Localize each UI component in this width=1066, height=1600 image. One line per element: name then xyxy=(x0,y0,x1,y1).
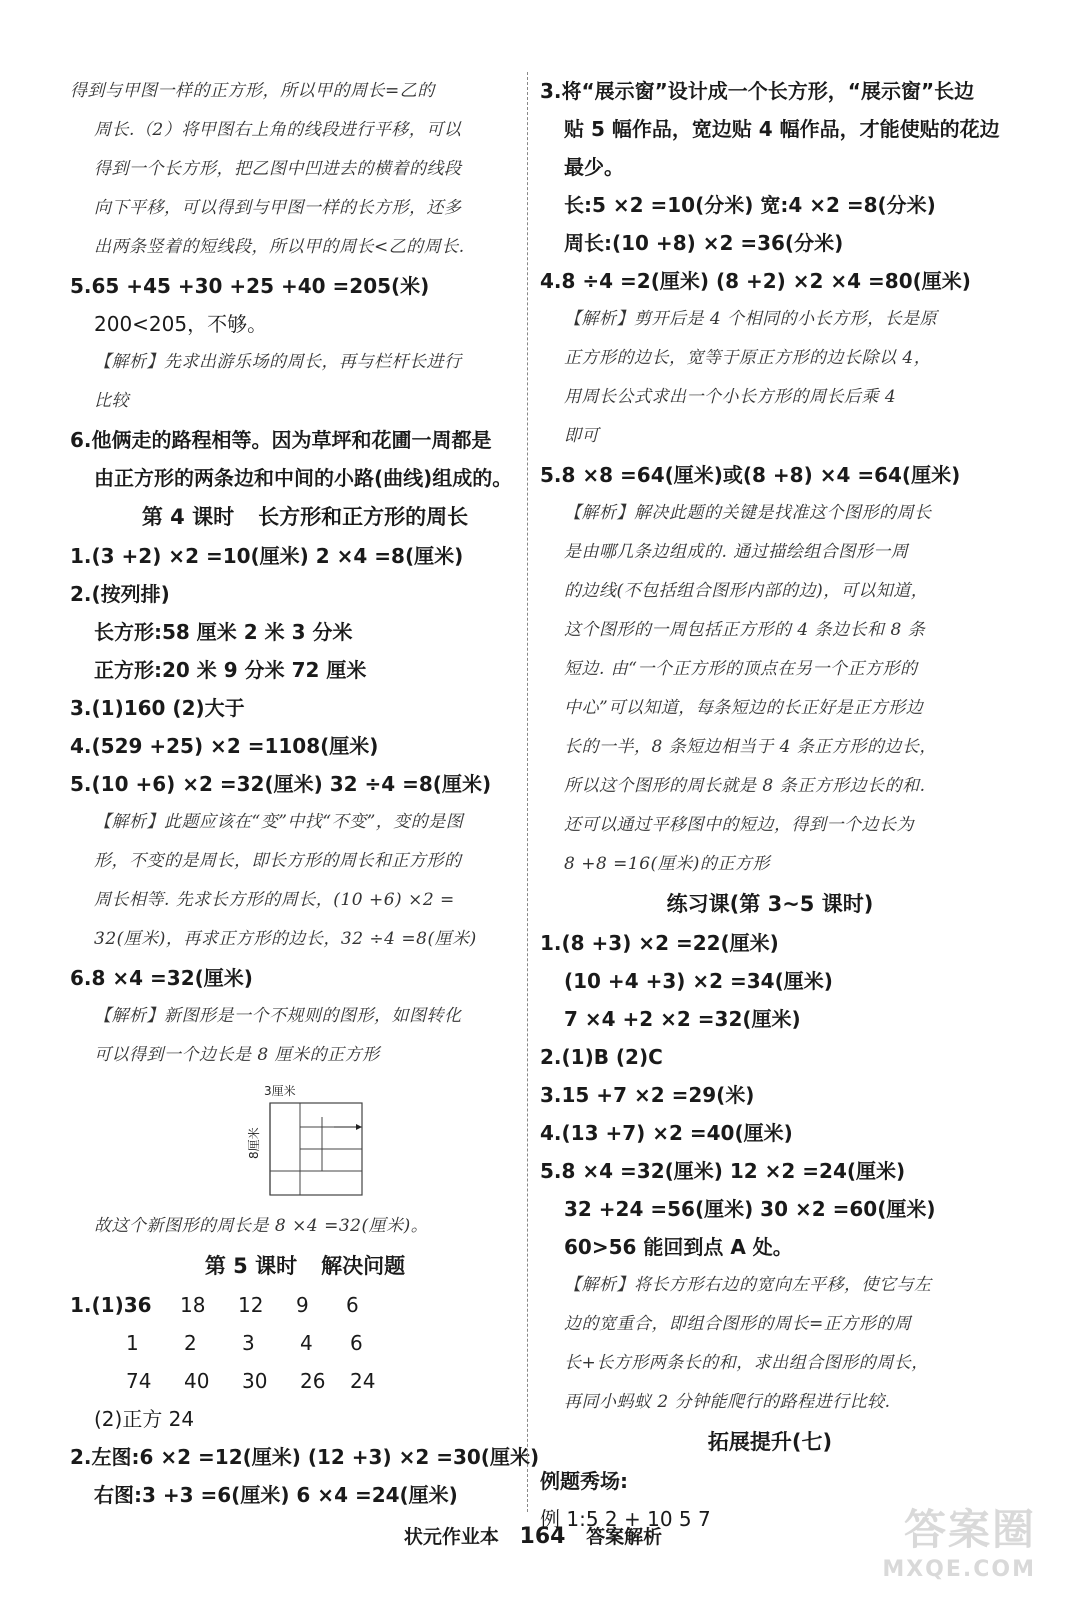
cell: 2 xyxy=(184,1331,197,1355)
answer-line: 贴 5 幅作品，宽边贴 4 幅作品，才能使贴的花边 xyxy=(564,117,1000,141)
cell: 6 xyxy=(346,1293,359,1317)
footer-label: 答案解析 xyxy=(586,1526,663,1548)
analysis-text: 形，不变的是周长，即长方形的周长和正方形的 xyxy=(94,851,462,871)
cell: 26 xyxy=(300,1369,326,1393)
answer-line: 得到一个长方形，把乙图中凹进去的横着的线段 xyxy=(94,159,462,179)
footer-brand: 状元作业本 xyxy=(403,1526,499,1548)
analysis-text: 周长相等. 先求长方形的周长，(10 +6) ×2 = xyxy=(94,890,455,910)
section-number: 第 4 课时 xyxy=(141,505,235,529)
cell: 40 xyxy=(184,1369,210,1393)
watermark-text: 答案圈 xyxy=(903,1505,1036,1554)
right-column xyxy=(540,72,1000,1538)
analysis-text: 的边线(不包括组合图形内部的边)，可以知道， xyxy=(564,581,929,601)
analysis-text: 中心”可以知道，每条短边的长正好是正方形边 xyxy=(564,698,924,718)
answer-q1: 1.(8 +3) ×2 =22(厘米) xyxy=(540,931,779,955)
left-column xyxy=(70,72,540,1514)
cell: 3 xyxy=(242,1331,255,1355)
answer-q6: 6.他俩走的路程相等。因为草坪和花圃一周都是 xyxy=(70,428,492,452)
answer-q3: 3.(1)160 (2)大于 xyxy=(70,696,245,720)
example-answer: 例 1:5 2 + 10 5 7 xyxy=(540,1507,711,1531)
answer-q5: 5.8 ×4 =32(厘米) 12 ×2 =24(厘米) xyxy=(540,1159,906,1183)
analysis-text: 这个图形的一周包括正方形的 4 条边长和 8 条 xyxy=(564,620,926,640)
answer-q5: 5.8 ×8 =64(厘米)或(8 +8) ×4 =64(厘米) xyxy=(540,463,961,487)
row-head: 1.(1)36 xyxy=(70,1293,152,1317)
answer-q4: 4.(13 +7) ×2 =40(厘米) xyxy=(540,1121,793,1145)
analysis-text: 再同小蚂蚁 2 分钟能爬行的路程进行比较. xyxy=(564,1392,891,1412)
answer-line: 长:5 ×2 =10(分米) 宽:4 ×2 =8(分米) xyxy=(564,193,936,217)
answer-line: 60>56 能回到点 A 处。 xyxy=(564,1235,793,1259)
section-title-lesson5 xyxy=(70,1246,540,1286)
answer-line: 最少。 xyxy=(564,155,624,179)
cell: 74 xyxy=(126,1369,152,1393)
analysis-text: 即可 xyxy=(564,426,599,446)
analysis-text: 可以得到一个边长是 8 厘米的正方形 xyxy=(94,1045,380,1065)
cell: 18 xyxy=(180,1293,206,1317)
answer-q4: 4.(529 +25) ×2 =1108(厘米) xyxy=(70,734,379,758)
answer-line: 向下平移，可以得到与甲图一样的长方形，还多 xyxy=(94,198,462,218)
analysis-text: 用周长公式求出一个小长方形的周长后乘 4 xyxy=(564,387,897,407)
table-row xyxy=(70,1324,540,1362)
example-heading: 例题秀场: xyxy=(540,1469,628,1493)
section-name: 解决问题 xyxy=(321,1254,406,1278)
cell: 24 xyxy=(350,1369,376,1393)
answer-line: (10 +4 +3) ×2 =34(厘米) xyxy=(564,969,833,993)
cell: 1 xyxy=(126,1331,139,1355)
analysis-text: 比较 xyxy=(94,391,129,411)
section-number: 第 5 课时 xyxy=(204,1254,298,1278)
analysis-text: 【解析】此题应该在“变”中找“不变”，变的是图 xyxy=(94,812,464,832)
cell: 4 xyxy=(300,1331,313,1355)
answer-line: 长方形:58 厘米 2 米 3 分米 xyxy=(94,620,353,644)
analysis-text: 【解析】剪开后是 4 个相同的小长方形，长是原 xyxy=(564,309,938,329)
analysis-text: 长的一半，8 条短边相当于 4 条正方形的边长， xyxy=(564,737,937,757)
answer-line: (2)正方 24 xyxy=(94,1407,195,1431)
cell: 30 xyxy=(242,1369,268,1393)
answer-q3: 3.将“展示窗”设计成一个长方形，“展示窗”长边 xyxy=(540,79,975,103)
transform-diagram xyxy=(247,1081,370,1199)
column-divider xyxy=(527,72,528,1512)
answer-q2: 2.(按列排) xyxy=(70,582,170,606)
answer-q5: 5.(10 +6) ×2 =32(厘米) 32 ÷4 =8(厘米) xyxy=(70,772,492,796)
analysis-text: 短边. 由“一个正方形的顶点在另一个正方形的 xyxy=(564,659,918,679)
answer-q2: 2.左图:6 ×2 =12(厘米) (12 +3) ×2 =30(厘米) xyxy=(70,1445,540,1469)
analysis-text: 还可以通过平移图中的短边，得到一个边长为 xyxy=(564,815,914,835)
answer-q6: 6.8 ×4 =32(厘米) xyxy=(70,966,253,990)
answer-line: 右图:3 +3 =6(厘米) 6 ×4 =24(厘米) xyxy=(94,1483,458,1507)
analysis-text: 【解析】先求出游乐场的周长，再与栏杆长进行 xyxy=(94,352,462,372)
table-row xyxy=(70,1362,540,1400)
cell: 6 xyxy=(350,1331,363,1355)
figure-label-top: 3厘米 xyxy=(264,1084,296,1098)
answer-line: 32 +24 =56(厘米) 30 ×2 =60(厘米) xyxy=(564,1197,936,1221)
analysis-text: 所以这个图形的周长就是 8 条正方形边长的和. xyxy=(564,776,926,796)
grid-figure xyxy=(70,1081,540,1201)
analysis-text: 【解析】将长方形右边的宽向左平移，使它与左 xyxy=(564,1275,932,1295)
answer-line: 周长:(10 +8) ×2 =36(分米) xyxy=(564,231,844,255)
answer-q3: 3.15 +7 ×2 =29(米) xyxy=(540,1083,755,1107)
analysis-text: 是由哪几条边组成的. 通过描绘组合图形一周 xyxy=(564,542,909,562)
answer-line: 7 ×4 +2 ×2 =32(厘米) xyxy=(564,1007,801,1031)
answer-line: 200<205，不够。 xyxy=(94,312,268,336)
table-row xyxy=(70,1286,540,1324)
answer-q5: 5.65 +45 +30 +25 +40 =205(米) xyxy=(70,274,430,298)
watermark-logo xyxy=(882,1497,1036,1582)
cell: 9 xyxy=(296,1293,309,1317)
answer-line: 得到与甲图一样的正方形，所以甲的周长=乙的 xyxy=(70,81,435,101)
answer-q4: 4.8 ÷4 =2(厘米) (8 +2) ×2 ×4 =80(厘米) xyxy=(540,269,971,293)
analysis-text: 正方形的边长，宽等于原正方形的边长除以 4， xyxy=(564,348,932,368)
cell: 12 xyxy=(238,1293,264,1317)
analysis-text: 边的宽重合，即组合图形的周长=正方形的周 xyxy=(564,1314,912,1334)
answer-q1: 1.(3 +2) ×2 =10(厘米) 2 ×4 =8(厘米) xyxy=(70,544,464,568)
analysis-text: 8 +8 =16(厘米)的正方形 xyxy=(564,854,770,874)
arrow-head-icon xyxy=(356,1124,362,1130)
analysis-text: 【解析】解决此题的关键是找准这个图形的周长 xyxy=(564,503,932,523)
analysis-text: 32(厘米)，再求正方形的边长，32 ÷4 =8(厘米) xyxy=(94,929,477,949)
answer-line: 出两条竖着的短线段，所以甲的周长<乙的周长. xyxy=(94,237,465,257)
answer-line: 周长.（2）将甲图右上角的线段进行平移，可以 xyxy=(94,120,462,140)
analysis-text: 【解析】新图形是一个不规则的图形，如图转化 xyxy=(94,1006,462,1026)
answer-line: 正方形:20 米 9 分米 72 厘米 xyxy=(94,658,367,682)
answer-q2: 2.(1)B (2)C xyxy=(540,1045,663,1069)
section-title-lesson4 xyxy=(70,497,540,537)
answer-line: 由正方形的两条边和中间的小路(曲线)组成的。 xyxy=(94,466,513,490)
analysis-text: 长+长方形两条长的和，求出组合图形的周长， xyxy=(564,1353,929,1373)
figure-label-side: 8厘米 xyxy=(247,1127,261,1159)
analysis-text: 故这个新图形的周长是 8 ×4 =32(厘米)。 xyxy=(94,1216,429,1236)
section-title-practice: 练习课(第 3~5 课时) xyxy=(666,892,874,916)
page-number: 164 xyxy=(519,1524,566,1549)
section-title-extension: 拓展提升(七) xyxy=(707,1430,833,1454)
watermark-url: MXQE.COM xyxy=(882,1557,1036,1582)
section-name: 长方形和正方形的周长 xyxy=(258,505,469,529)
